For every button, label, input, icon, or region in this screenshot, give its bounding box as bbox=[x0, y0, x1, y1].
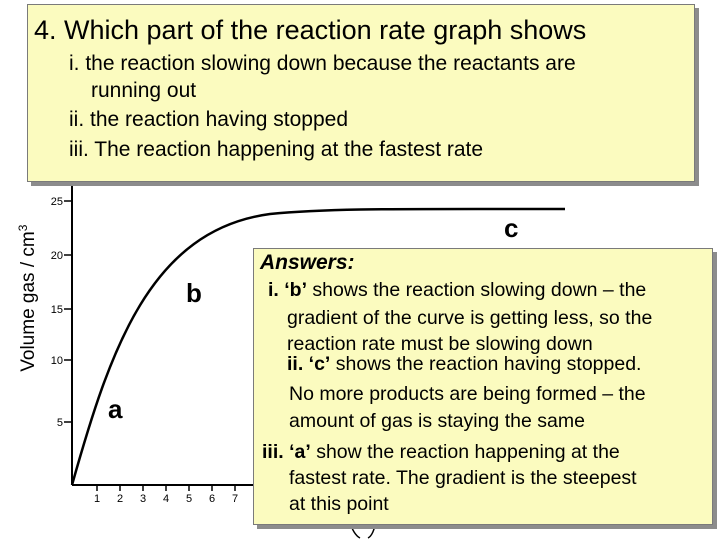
answer-line-6: amount of gas is staying the same bbox=[289, 410, 585, 432]
point-label-b: b bbox=[186, 278, 202, 308]
x-tick-label: 1 bbox=[93, 493, 101, 505]
y-tick-label: 25 bbox=[50, 196, 63, 208]
x-tick-label: 6 bbox=[208, 493, 216, 505]
x-tick-group bbox=[94, 485, 238, 505]
y-axis-label-superscript: 3 bbox=[15, 224, 30, 232]
answer-text: shows the reaction slowing down – the bbox=[307, 279, 647, 301]
answers-heading: Answers: bbox=[260, 251, 355, 274]
answer-line-2: gradient of the curve is getting less, so the bbox=[287, 307, 653, 329]
x-tick-label: 4 bbox=[162, 493, 170, 505]
answer-line-4 bbox=[287, 353, 641, 376]
y-tick-label: 20 bbox=[50, 250, 63, 262]
x-tick-label: 3 bbox=[139, 493, 147, 505]
x-tick-label: 7 bbox=[231, 493, 239, 505]
answer-prefix-iii: iii. ‘a’ bbox=[262, 441, 311, 463]
answer-prefix-i: i. ‘b’ bbox=[268, 279, 307, 301]
x-tick-label: 5 bbox=[185, 493, 193, 505]
y-tick-group bbox=[51, 196, 72, 429]
answer-line-1 bbox=[268, 279, 646, 302]
y-tick-label: 10 bbox=[50, 355, 63, 367]
x-tick-label: 2 bbox=[116, 493, 124, 505]
y-tick-label: 15 bbox=[50, 304, 63, 316]
y-axis-label: Volume gas / $cm^3$ bbox=[15, 224, 40, 372]
question-item-3: iii. The reaction happening at the fastest rate bbox=[69, 138, 484, 161]
answer-line-5: No more products are being formed – the bbox=[289, 383, 646, 405]
point-label-a: a bbox=[108, 394, 123, 424]
answer-line-9: at this point bbox=[289, 493, 389, 515]
question-item-2: ii. the reaction having stopped bbox=[69, 108, 349, 131]
point-label-c: c bbox=[504, 213, 519, 243]
question-title: 4. Which part of the reaction rate graph shows bbox=[34, 15, 587, 45]
question-item-1-line1: i. the reaction slowing down because the reactants are bbox=[69, 52, 576, 75]
answer-text: show the reaction happening at the bbox=[310, 441, 620, 463]
answer-line-3: reaction rate must be slowing down bbox=[287, 333, 593, 355]
answer-prefix-ii: ii. ‘c’ bbox=[287, 353, 331, 375]
answers-card bbox=[253, 248, 713, 525]
question-card bbox=[27, 4, 695, 182]
answer-text: shows the reaction having stopped. bbox=[330, 353, 642, 375]
y-tick-label: 5 bbox=[56, 417, 63, 429]
answer-line-8: fastest rate. The gradient is the steepest bbox=[289, 467, 637, 489]
question-item-1-line2: running out bbox=[91, 79, 197, 102]
answer-line-7 bbox=[262, 441, 620, 464]
